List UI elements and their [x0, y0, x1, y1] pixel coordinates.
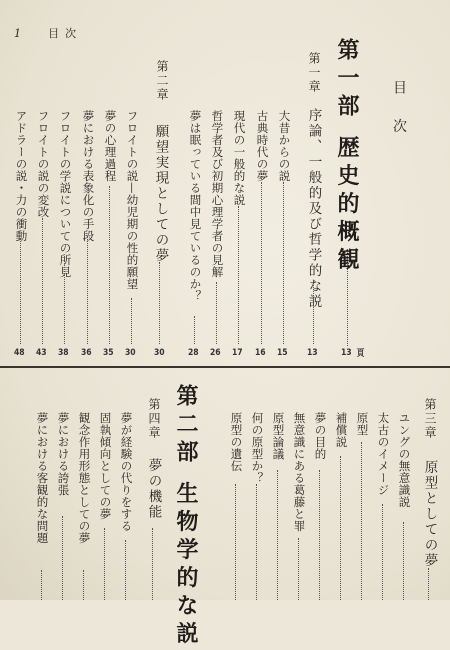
section-title: 夢における表象化の手段 — [81, 110, 96, 242]
running-header — [14, 24, 82, 40]
section-title: 原型の遺伝 — [229, 412, 244, 472]
part-heading: 第二部 生物学的な説 — [173, 384, 199, 650]
leader-dots — [83, 570, 84, 600]
section-title: 何の原型か？ — [250, 412, 265, 484]
part-heading: 第一部 歴史的概観 — [334, 38, 360, 276]
leader-dots — [261, 182, 262, 344]
leader-dots — [104, 528, 105, 600]
leader-dots — [347, 258, 348, 346]
page-suffix: 頁 — [356, 349, 365, 359]
leader-dots — [216, 282, 217, 344]
section-title: 夢における客観的な問題 — [35, 412, 50, 544]
section-title: 古典時代の夢 — [255, 110, 270, 182]
section-title: 太古のイメージ — [376, 412, 391, 496]
page-number: 38 — [57, 348, 69, 358]
section-title: 現代の一般的な説 — [232, 110, 247, 206]
section-title: フロイトの説の変改 — [36, 110, 51, 218]
chapter-title: 序論、一般的及び哲学的な説 — [305, 108, 322, 310]
chapter-label: 第三章 — [423, 398, 437, 440]
page-number: 13 — [340, 348, 352, 358]
page-number: 26 — [209, 348, 221, 358]
toc-title: 目 次 — [391, 80, 407, 143]
leader-dots — [428, 568, 429, 600]
leader-dots — [41, 570, 42, 600]
header-label: 目次 — [48, 27, 83, 40]
page-number: 16 — [254, 348, 266, 358]
leader-dots — [277, 470, 278, 600]
leader-dots — [319, 470, 320, 600]
section-divider — [0, 366, 450, 368]
leader-dots — [64, 256, 65, 344]
section-title: 大昔からの説 — [277, 110, 292, 182]
leader-dots — [256, 484, 257, 600]
leader-dots — [403, 522, 404, 600]
section-title: 観念作用形態としての夢 — [77, 412, 92, 544]
leader-dots — [109, 186, 110, 344]
leader-dots — [159, 262, 160, 344]
section-title: 夢の心理過程 — [103, 110, 118, 182]
section-title: 夢の目的 — [313, 412, 328, 460]
leader-dots — [313, 280, 314, 344]
leader-dots — [382, 504, 383, 600]
leader-dots — [131, 298, 132, 344]
leader-dots — [238, 206, 239, 344]
page-number: 30 — [153, 348, 165, 358]
leader-dots — [298, 538, 299, 600]
chapter-title: 願望実現としての夢 — [152, 124, 169, 264]
chapter-title: 原型としての夢 — [421, 460, 438, 569]
chapter-title: 夢の機能 — [145, 458, 162, 520]
page-number: 35 — [102, 348, 114, 358]
leader-dots — [361, 442, 362, 600]
section-title: 夢は眠っている間中見ているのか？ — [188, 110, 203, 302]
chapter-label: 第四章 — [147, 398, 161, 440]
header-page-number: 1 — [14, 27, 21, 40]
leader-dots — [20, 238, 21, 344]
section-title: 哲学者及び初期心理学者の見解 — [210, 110, 225, 278]
section-title: ユングの無意識説 — [397, 412, 412, 508]
section-title: フロイトの説—幼児期の性的願望 — [125, 110, 140, 290]
chapter-label: 第一章 — [307, 52, 321, 94]
leader-dots — [125, 540, 126, 600]
page-number: 13 — [306, 348, 318, 358]
leader-dots — [194, 316, 195, 344]
leader-dots — [340, 456, 341, 600]
leader-dots — [62, 516, 63, 600]
leader-dots — [42, 218, 43, 344]
section-title: 固執傾向としての夢 — [98, 412, 113, 520]
page-number: 43 — [35, 348, 47, 358]
chapter-label: 第二章 — [155, 60, 169, 102]
page-number: 28 — [187, 348, 199, 358]
page-number: 48 — [13, 348, 25, 358]
leader-dots — [235, 484, 236, 600]
leader-dots — [87, 236, 88, 344]
section-title: 原型 — [355, 412, 370, 436]
section-title: フロイトの学説についての所見 — [58, 110, 73, 278]
page-number: 36 — [80, 348, 92, 358]
leader-dots — [152, 528, 153, 600]
page-number: 30 — [124, 348, 136, 358]
section-title: アドラーの説・力の衝動 — [14, 110, 29, 242]
section-title: 夢が経験の代りをする — [119, 412, 134, 532]
leader-dots — [283, 182, 284, 344]
section-title: 無意識にある葛藤と罪 — [292, 412, 307, 532]
page-number: 15 — [276, 348, 288, 358]
section-title: 夢における誇張 — [56, 412, 71, 496]
page-number: 17 — [231, 348, 243, 358]
section-title: 原型論議 — [271, 412, 286, 460]
section-title: 補償説 — [334, 412, 349, 448]
